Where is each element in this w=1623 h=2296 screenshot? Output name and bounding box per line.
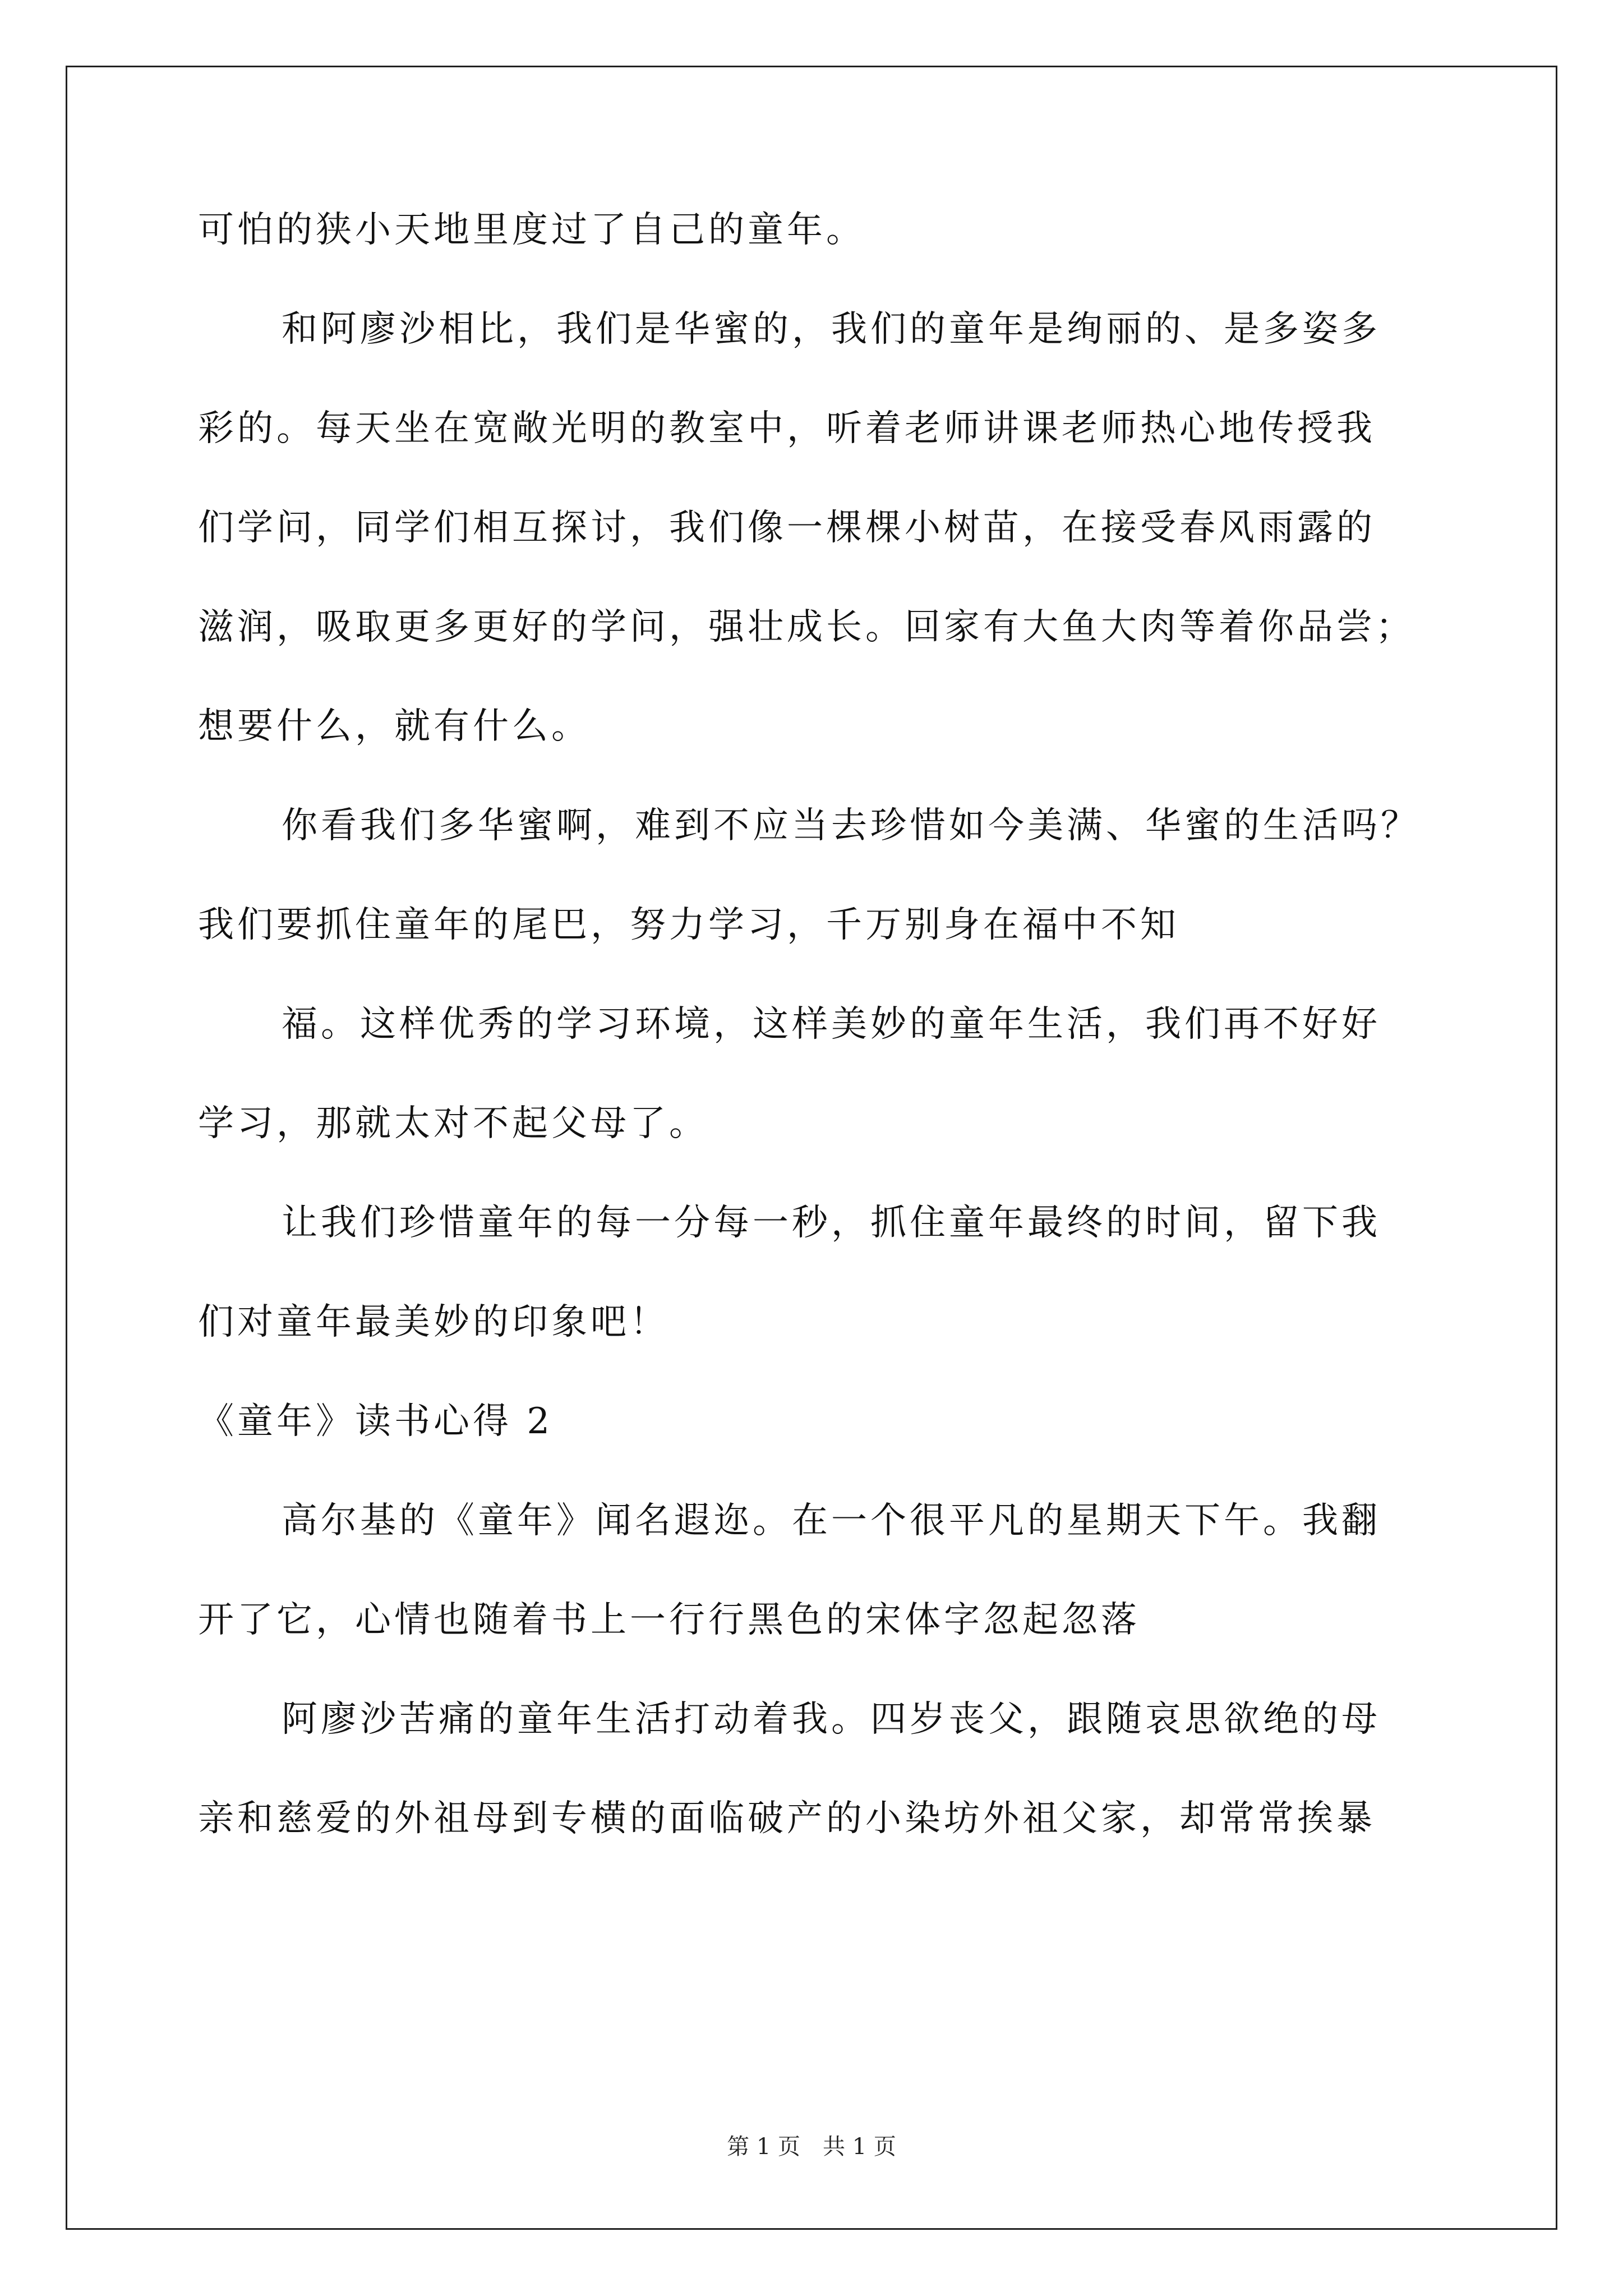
text-line-8: 我们要抓住童年的尾巴，努力学习，千万别身在福中不知 — [198, 904, 1179, 946]
text-line-17: 亲和慈爱的外祖母到专横的面临破产的小染坊外祖父家，却常常挨暴 — [198, 1798, 1376, 1839]
text-line-15: 开了它，心情也随着书上一行行黑色的宋体字忽起忽落 — [198, 1599, 1140, 1641]
text-line-16: 阿廖沙苦痛的童年生活打动着我。四岁丧父，跟随哀思欲绝的母 — [282, 1699, 1381, 1740]
page-footer: 第 1 页 共 1 页 — [727, 2134, 896, 2160]
text-line-7: 你看我们多华蜜啊，难到不应当去珍惜如今美满、华蜜的生活吗？ — [282, 805, 1420, 846]
text-line-12: 们对童年最美妙的印象吧！ — [198, 1301, 669, 1343]
page-border — [66, 66, 1557, 2230]
text-line-2: 和阿廖沙相比，我们是华蜜的，我们的童年是绚丽的、是多姿多 — [282, 309, 1381, 350]
text-line-10: 学习，那就太对不起父母了。 — [198, 1103, 708, 1144]
text-line-6: 想要什么，就有什么。 — [198, 706, 591, 747]
section-heading: 《童年》读书心得 2 — [198, 1401, 554, 1442]
text-line-9: 福。这样优秀的学习环境，这样美妙的童年生活，我们再不好好 — [282, 1004, 1381, 1045]
text-line-11: 让我们珍惜童年的每一分每一秒，抓住童年最终的时间，留下我 — [282, 1202, 1381, 1244]
text-line-5: 滋润，吸取更多更好的学问，强壮成长。回家有大鱼大肉等着你品尝； — [198, 606, 1415, 648]
text-line-1: 可怕的狭小天地里度过了自己的童年。 — [198, 209, 865, 251]
text-line-3: 彩的。每天坐在宽敞光明的教室中，听着老师讲课老师热心地传授我 — [198, 408, 1376, 449]
text-line-4: 们学问，同学们相互探讨，我们像一棵棵小树苗，在接受春风雨露的 — [198, 507, 1376, 549]
text-line-14: 高尔基的《童年》闻名遐迩。在一个很平凡的星期天下午。我翻 — [282, 1500, 1381, 1542]
